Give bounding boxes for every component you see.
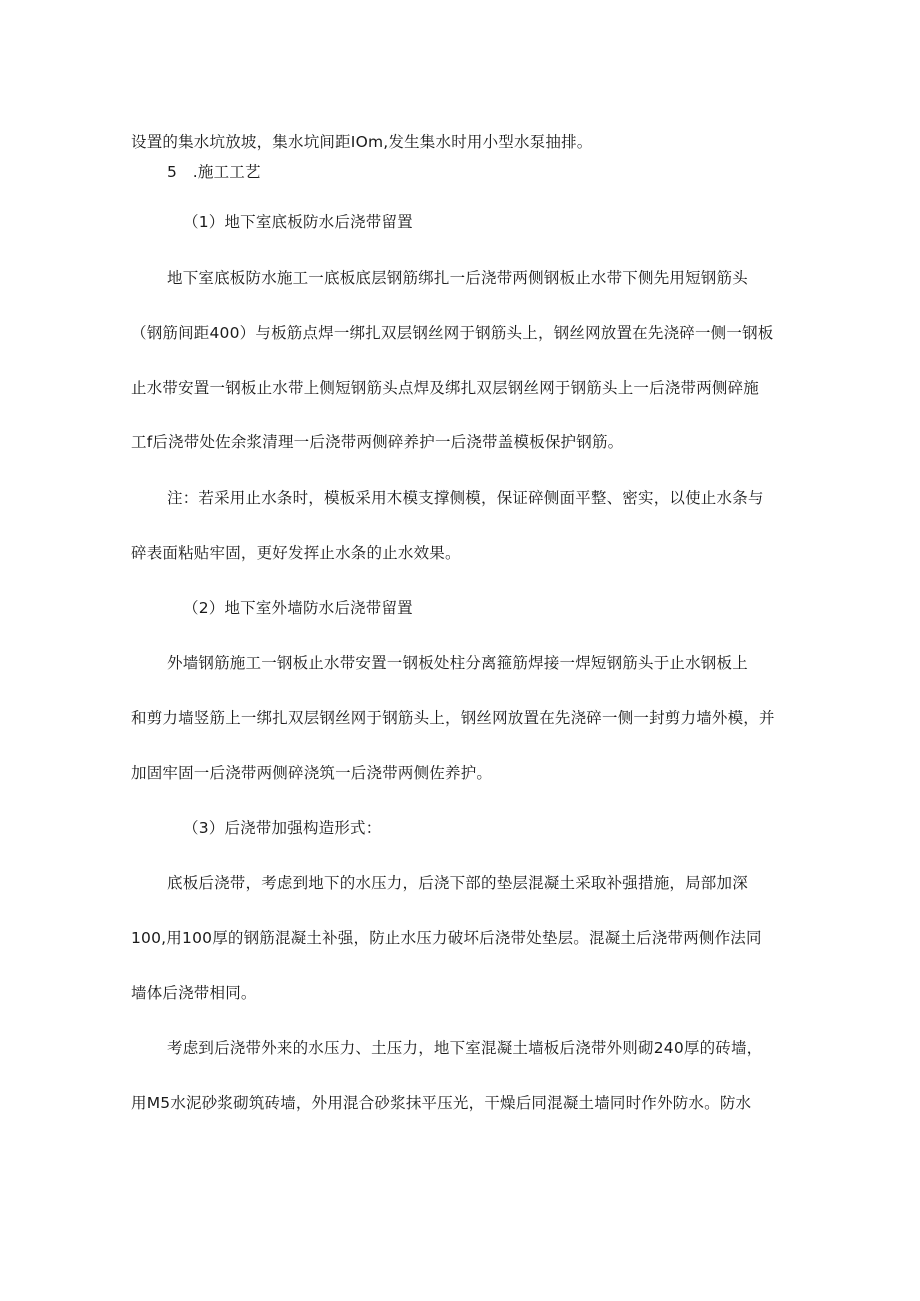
section-heading-5: 5 .施工工艺 [167, 163, 261, 181]
text-line-12: 和剪力墙竖筋上一绑扎双层钢丝网于钢筋头上，钢丝网放置在先浇碎一侧一封剪力墙外模，并 [131, 709, 775, 727]
note-line-2: 碎表面粘贴牢固，更好发挥止水条的止水效果。 [131, 544, 461, 562]
text-line-11: 外墙钢筋施工一钢板止水带安置一钢板处柱分离箍筋焊接一焊短钢筋头于止水钢板上 [167, 654, 748, 672]
text-line-1: 设置的集水坑放坡，集水坑间距IOm,发生集水时用小型水泵抽排。 [131, 133, 593, 151]
text-line-6: 止水带安置一钢板止水带上侧短钢筋头点焊及绑扎双层钢丝网于钢筋头上一后浇带两侧碎施 [131, 379, 760, 397]
text-line-18: 考虑到后浇带外来的水压力、土压力，地下室混凝土墙板后浇带外则砌240厚的砖墙， [167, 1039, 763, 1057]
text-line-15: 底板后浇带，考虑到地下的水压力，后浇下部的垫层混凝土采取补强措施，局部加深 [167, 874, 748, 892]
text-line-13: 加固牢固一后浇带两侧碎浇筑一后浇带两侧佐养护。 [131, 764, 493, 782]
text-line-17: 墙体后浇带相同。 [131, 984, 257, 1002]
text-line-16: 100,用100厚的钢筋混凝土补强，防止水压力破坏后浇带处垫层。混凝土后浇带两侧作法同 [131, 929, 762, 947]
subsection-heading-1: （1）地下室底板防水后浇带留置 [183, 213, 413, 231]
text-line-7: 工f后浇带处佐余浆清理一后浇带两侧碎养护一后浇带盖模板保护钢筋。 [131, 433, 624, 451]
text-line-19: 用M5水泥砂浆砌筑砖墙，外用混合砂浆抹平压光，干燥后同混凝土墙同时作外防水。防水 [131, 1094, 752, 1112]
subsection-heading-2: （2）地下室外墙防水后浇带留置 [183, 599, 413, 617]
subsection-heading-3: （3）后浇带加强构造形式： [183, 819, 382, 837]
note-line-1: 注：若采用止水条时，模板采用木模支撑侧模，保证碎侧面平整、密实，以使止水条与 [167, 489, 764, 507]
text-line-5: （钢筋间距400）与板筋点焊一绑扎双层钢丝网于钢筋头上，钢丝网放置在先浇碎一侧一钢板 [131, 324, 774, 342]
text-line-4: 地下室底板防水施工一底板底层钢筋绑扎一后浇带两侧钢板止水带下侧先用短钢筋头 [167, 269, 748, 287]
